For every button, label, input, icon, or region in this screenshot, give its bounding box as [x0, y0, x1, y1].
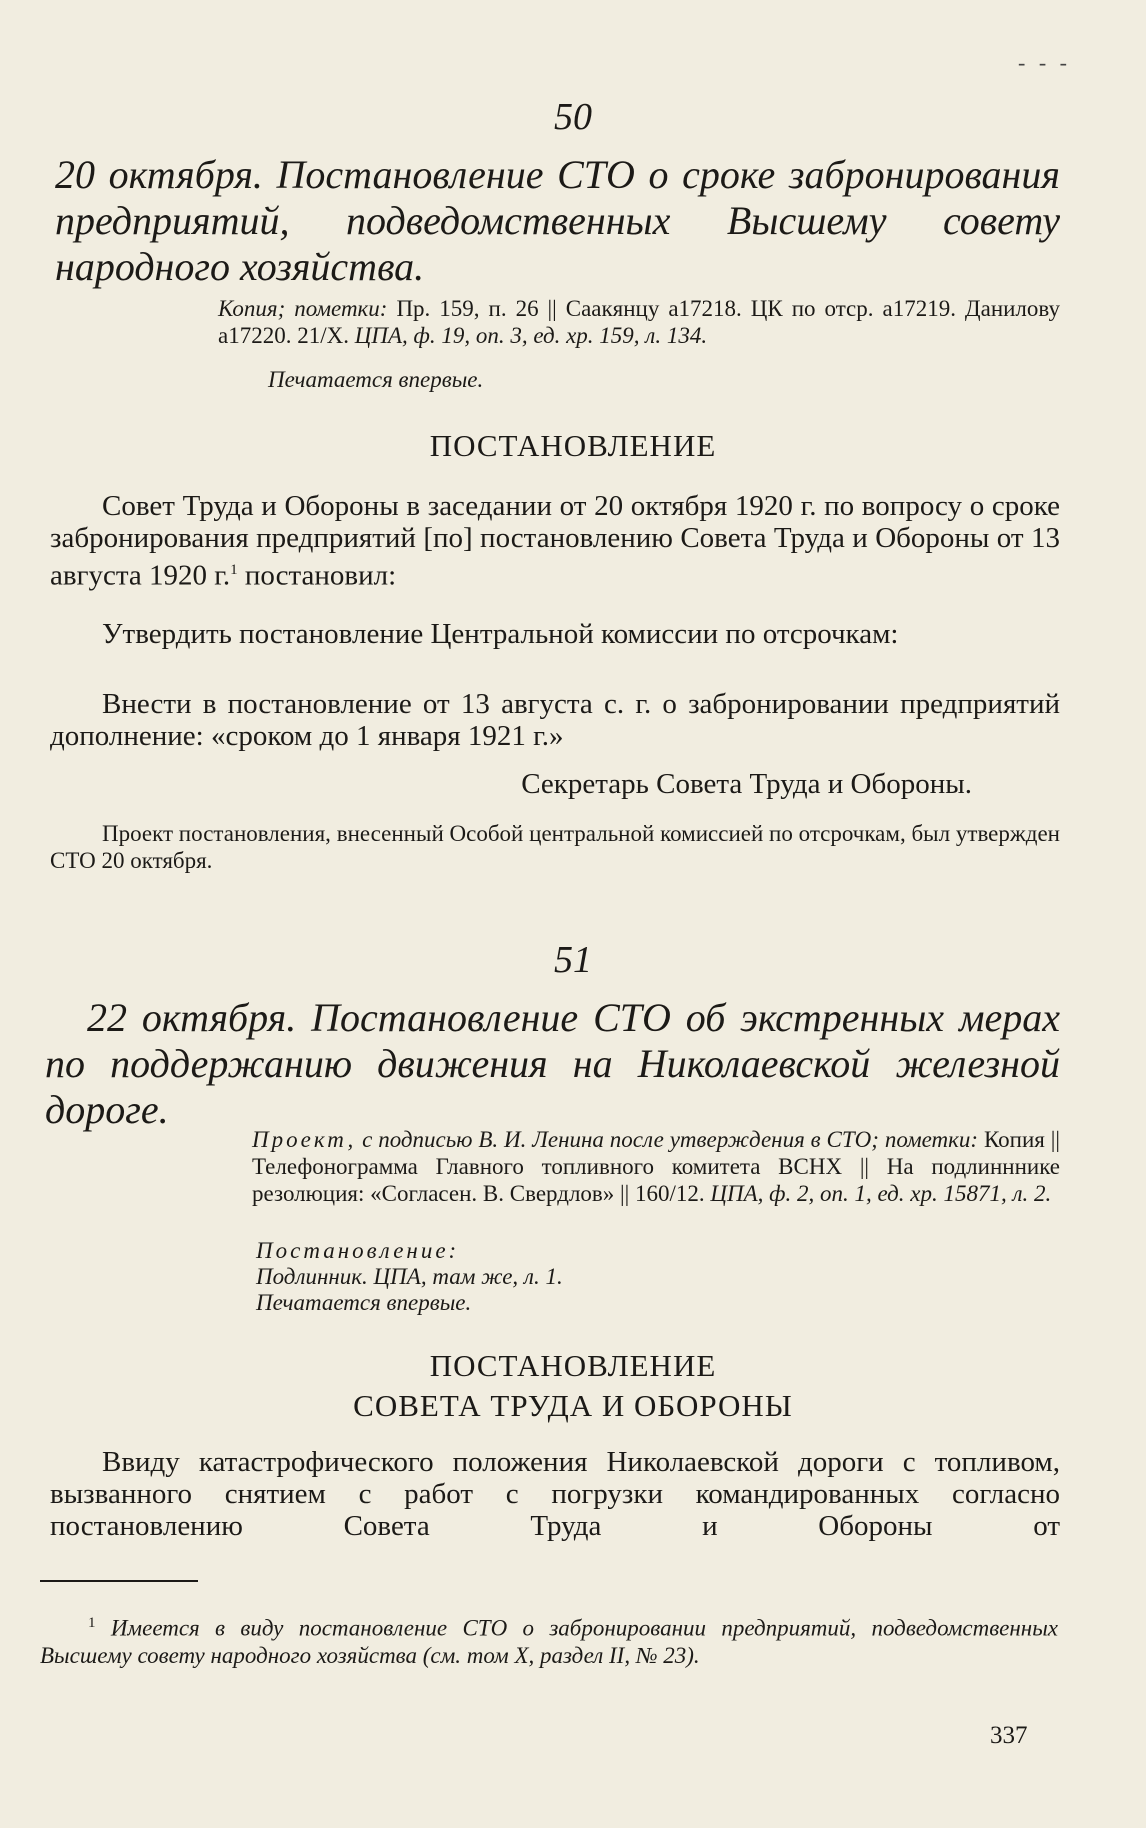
corner-marks: - - - [1018, 50, 1071, 75]
printed-first-note-51: Печатается впервые. [256, 1290, 472, 1315]
meta-italic: с подписью В. И. Ленина после утверждения в СТО; пометки: [356, 1127, 979, 1152]
meta-archive: ЦПА, ф. 19, оп. 3, ед. хр. 159, л. 134. [354, 323, 708, 348]
footnote [40, 1610, 1058, 1669]
signature-50: Секретарь Совета Труда и Обороны. [521, 768, 972, 800]
paragraph-text-end: постановил: [237, 559, 397, 592]
document-number-50: 50 [554, 96, 592, 138]
page-number: 337 [990, 1722, 1028, 1749]
meta-archive: ЦПА, ф. 2, оп. 1, ед. хр. 15871, л. 2. [710, 1181, 1052, 1206]
resolution-title-51-line1: ПОСТАНОВЛЕНИЕ [429, 1348, 717, 1383]
meta-label: Копия; пометки: [218, 296, 388, 321]
paragraph-text: Совет Труда и Обороны в заседании от 20 октября 1920 г. по вопросу о сроке забронирования предприятий [по] постановлению Совета Труда и Обороны от 13 августа 1920 г. [50, 490, 1060, 592]
meta-text: Копия || Телефонограмма Главного топливного комитета ВСНХ || На подлинннике резолюция: «Согласен. В. Свердлов» || 160/12. [252, 1127, 1060, 1206]
footnote-text: Имеется в виду постановление СТО о забронировании предприятий, подведомственных Высшему совету народного хозяйства (см. том X, раздел II, № 23). [40, 1615, 1058, 1668]
paragraph-51-1: Ввиду катастрофического положения Николаевской дороги с топливом, вызванного снятием с работ с погрузки командированных согласно постановлению Совета Труда и Обороны от [50, 1446, 1060, 1542]
paragraph-50-2: Утвердить постановление Центральной комиссии по отсрочкам: [102, 618, 899, 650]
original-note-51: Подлинник. ЦПА, там же, л. 1. [256, 1264, 563, 1289]
footnote-number: 1 [88, 1615, 96, 1631]
resolution-title-51-line2: СОВЕТА ТРУДА И ОБОРОНЫ [353, 1388, 793, 1423]
paragraph-50-1 [50, 490, 1060, 592]
resolution-title-50: ПОСТАНОВЛЕНИЕ [429, 428, 717, 463]
meta-label: Проект, [252, 1127, 357, 1152]
meta-text: Пр. 159, п. 26 || Саакянцу а17218. ЦК по отср. а17219. Данилову а17220. 21/X. [218, 296, 1060, 348]
archival-note-51 [252, 1126, 1060, 1207]
document-heading-50: 20 октября. Постановление СТО о сроке забронирования предприятий, подведомственных Высшему совету народного хозяйства. [55, 152, 1060, 289]
document-number-51: 51 [554, 939, 592, 981]
document-heading-51: 22 октября. Постановление СТО об экстренных мерах по поддержанию движения на Николаевской железной дороге. [45, 995, 1060, 1132]
editorial-note-50: Проект постановления, внесенный Особой центральной комиссией по отсрочкам, был утвержден СТО 20 октября. [50, 821, 1060, 873]
archival-note-50 [218, 295, 1060, 349]
footnote-ref: 1 [230, 562, 238, 578]
printed-first-note-50: Печатается впервые. [268, 367, 484, 392]
postanovlenie-label: Постановление: [256, 1238, 460, 1263]
footnote-rule [40, 1580, 198, 1582]
paragraph-50-3: Внести в постановление от 13 августа с. г. о забронировании предприятий дополнение: «сроком до 1 января 1921 г.» [50, 688, 1060, 752]
